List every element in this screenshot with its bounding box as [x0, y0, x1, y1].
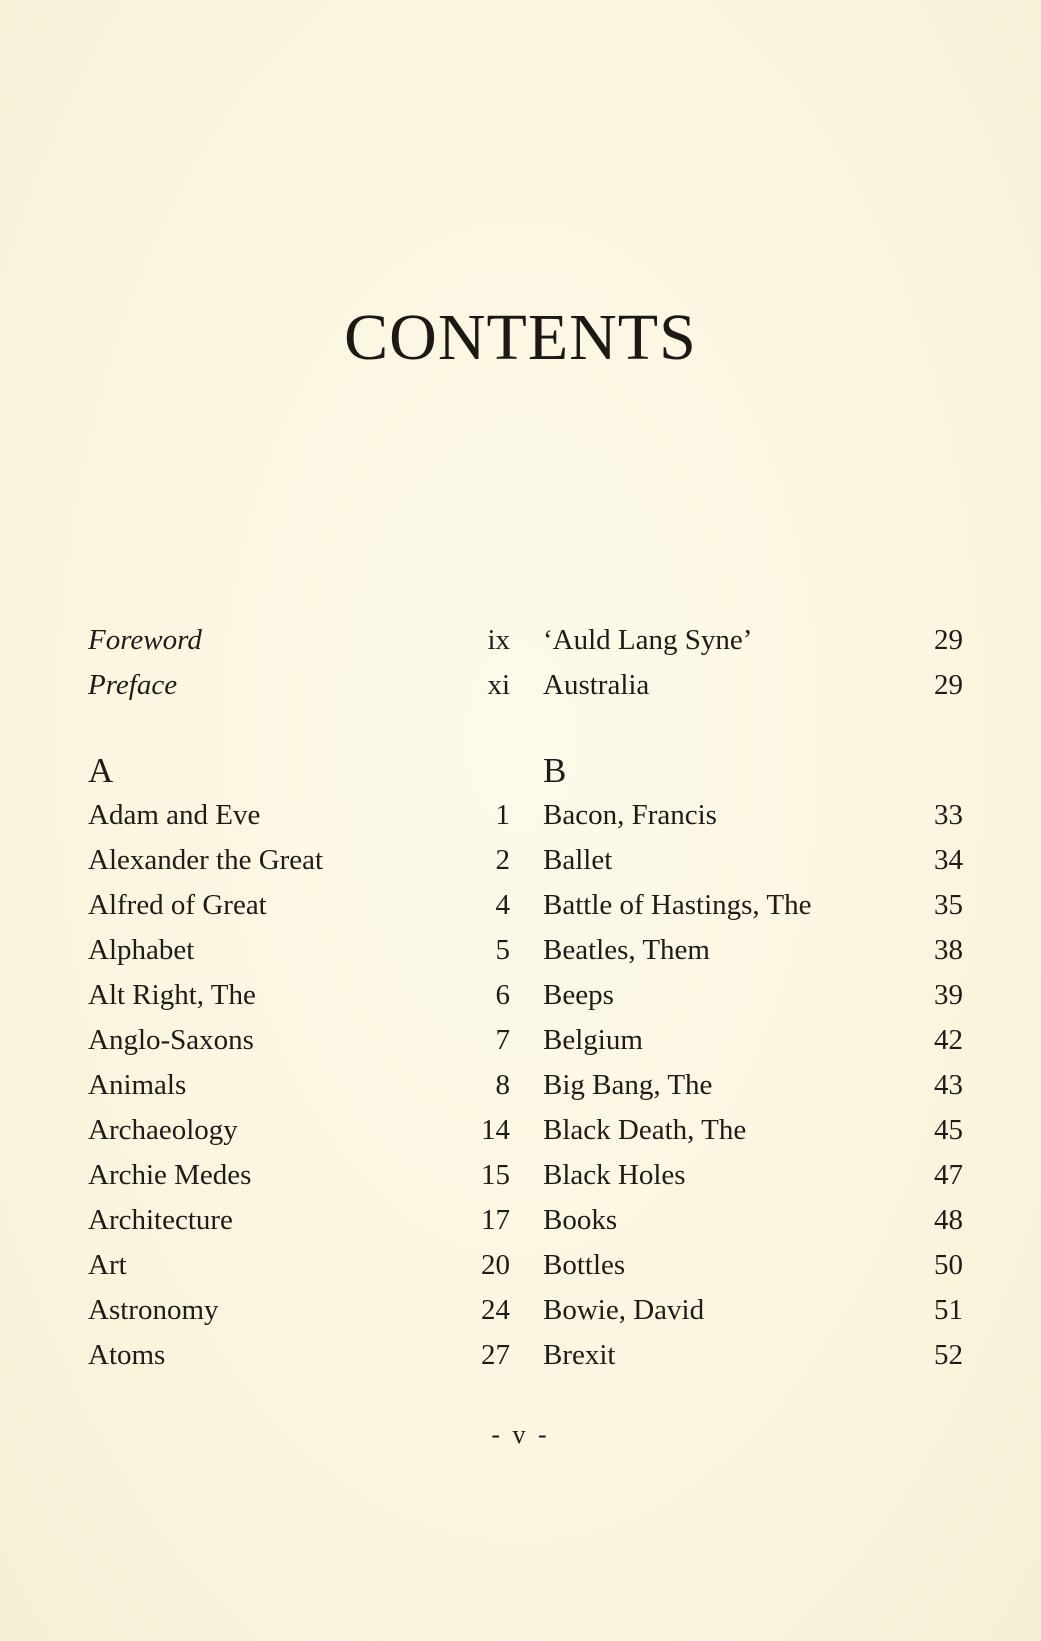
toc-entry-page: 17 [481, 1204, 510, 1236]
toc-entry [543, 1063, 963, 1108]
page-title: CONTENTS [344, 301, 697, 374]
toc-entry-title: Bacon, Francis [543, 799, 717, 831]
toc-entry [543, 973, 963, 1018]
toc-entry-page: 2 [495, 844, 510, 876]
section-letter-a: A [88, 751, 114, 790]
toc-entry [88, 1108, 510, 1153]
toc-entry-title: ‘Auld Lang Syne’ [543, 624, 753, 656]
toc-entry [88, 1288, 510, 1333]
toc-entry-page: 50 [934, 1249, 963, 1281]
section-b-entries [543, 793, 963, 1378]
toc-entry-title: Brexit [543, 1339, 616, 1371]
toc-entry-title: Bottles [543, 1249, 626, 1281]
toc-entry-title: Atoms [88, 1339, 166, 1371]
toc-entry-page: ix [487, 624, 510, 656]
toc-entry-page: xi [487, 669, 510, 701]
toc-entry-title: Ballet [543, 844, 613, 876]
toc-entry-title: Architecture [88, 1204, 233, 1236]
toc-entry [88, 838, 510, 883]
toc-entry-title: Art [88, 1249, 127, 1281]
toc-entry [543, 883, 963, 928]
toc-entry [543, 663, 963, 708]
toc-entry-title: Alt Right, The [88, 979, 256, 1011]
toc-entry [88, 973, 510, 1018]
toc-entry [543, 1108, 963, 1153]
toc-entry [88, 1153, 510, 1198]
toc-entry [543, 1198, 963, 1243]
toc-entry-title: Archie Medes [88, 1159, 252, 1191]
toc-entry-title: Belgium [543, 1024, 643, 1056]
toc-entry-page: 48 [934, 1204, 963, 1236]
toc-entry-title: Australia [543, 669, 650, 701]
toc-entry-title: Alphabet [88, 934, 195, 966]
toc-entry-page: 39 [934, 979, 963, 1011]
toc-entry-title: Bowie, David [543, 1294, 705, 1326]
toc-entry-title: Preface [88, 669, 178, 701]
toc-entry [543, 928, 963, 973]
toc-entry-page: 24 [481, 1294, 510, 1326]
toc-entry [88, 1198, 510, 1243]
toc-entry-page: 1 [495, 799, 510, 831]
toc-entry [543, 618, 963, 663]
toc-entry-page: 42 [934, 1024, 963, 1056]
contents-column-right [543, 618, 963, 1378]
toc-entry-page: 33 [934, 799, 963, 831]
toc-entry-page: 5 [495, 934, 510, 966]
toc-entry [543, 1243, 963, 1288]
toc-entry [88, 928, 510, 973]
toc-entry [88, 1018, 510, 1063]
toc-entry-title: Beeps [543, 979, 614, 1011]
toc-entry-title: Adam and Eve [88, 799, 261, 831]
toc-entry-page: 29 [934, 669, 963, 701]
toc-entry-title: Books [543, 1204, 618, 1236]
toc-entry-title: Anglo-Saxons [88, 1024, 254, 1056]
contents-column-left [88, 618, 510, 1378]
toc-entry-page: 35 [934, 889, 963, 921]
toc-entry-title: Alexander the Great [88, 844, 324, 876]
toc-entry-page: 15 [481, 1159, 510, 1191]
section-letter-b: B [543, 751, 567, 790]
section-a-entries [88, 793, 510, 1378]
page-number: - v - [491, 1420, 550, 1449]
toc-entry [88, 1063, 510, 1108]
toc-entry-page: 47 [934, 1159, 963, 1191]
toc-entry [88, 618, 510, 663]
toc-entry-page: 45 [934, 1114, 963, 1146]
toc-entry-title: Black Holes [543, 1159, 686, 1191]
toc-entry [88, 1243, 510, 1288]
toc-entry [88, 883, 510, 928]
toc-entry [88, 793, 510, 838]
toc-entry-page: 51 [934, 1294, 963, 1326]
toc-entry-title: Animals [88, 1069, 187, 1101]
toc-entry-page: 38 [934, 934, 963, 966]
toc-entry-title: Battle of Hastings, The [543, 889, 812, 921]
toc-entry [88, 1333, 510, 1378]
toc-entry-page: 8 [495, 1069, 510, 1101]
toc-entry [543, 1018, 963, 1063]
toc-entry-page: 43 [934, 1069, 963, 1101]
toc-entry [543, 1288, 963, 1333]
toc-entry-page: 52 [934, 1339, 963, 1371]
toc-entry-title: Archaeology [88, 1114, 238, 1146]
toc-entry-page: 6 [495, 979, 510, 1011]
toc-entry-page: 20 [481, 1249, 510, 1281]
toc-entry-page: 29 [934, 624, 963, 656]
toc-entry-page: 27 [481, 1339, 510, 1371]
toc-entry-page: 7 [495, 1024, 510, 1056]
toc-entry-page: 14 [481, 1114, 510, 1146]
toc-entry-title: Foreword [88, 624, 202, 656]
toc-entry [543, 838, 963, 883]
toc-entry-title: Big Bang, The [543, 1069, 713, 1101]
toc-entry [543, 1153, 963, 1198]
toc-entry-title: Astronomy [88, 1294, 219, 1326]
toc-entry-page: 4 [495, 889, 510, 921]
toc-entry-title: Beatles, Them [543, 934, 710, 966]
toc-entry-title: Black Death, The [543, 1114, 747, 1146]
toc-entry [543, 1333, 963, 1378]
toc-entry [543, 793, 963, 838]
toc-entry-title: Alfred of Great [88, 889, 267, 921]
toc-entry [88, 663, 510, 708]
toc-entry-page: 34 [934, 844, 963, 876]
